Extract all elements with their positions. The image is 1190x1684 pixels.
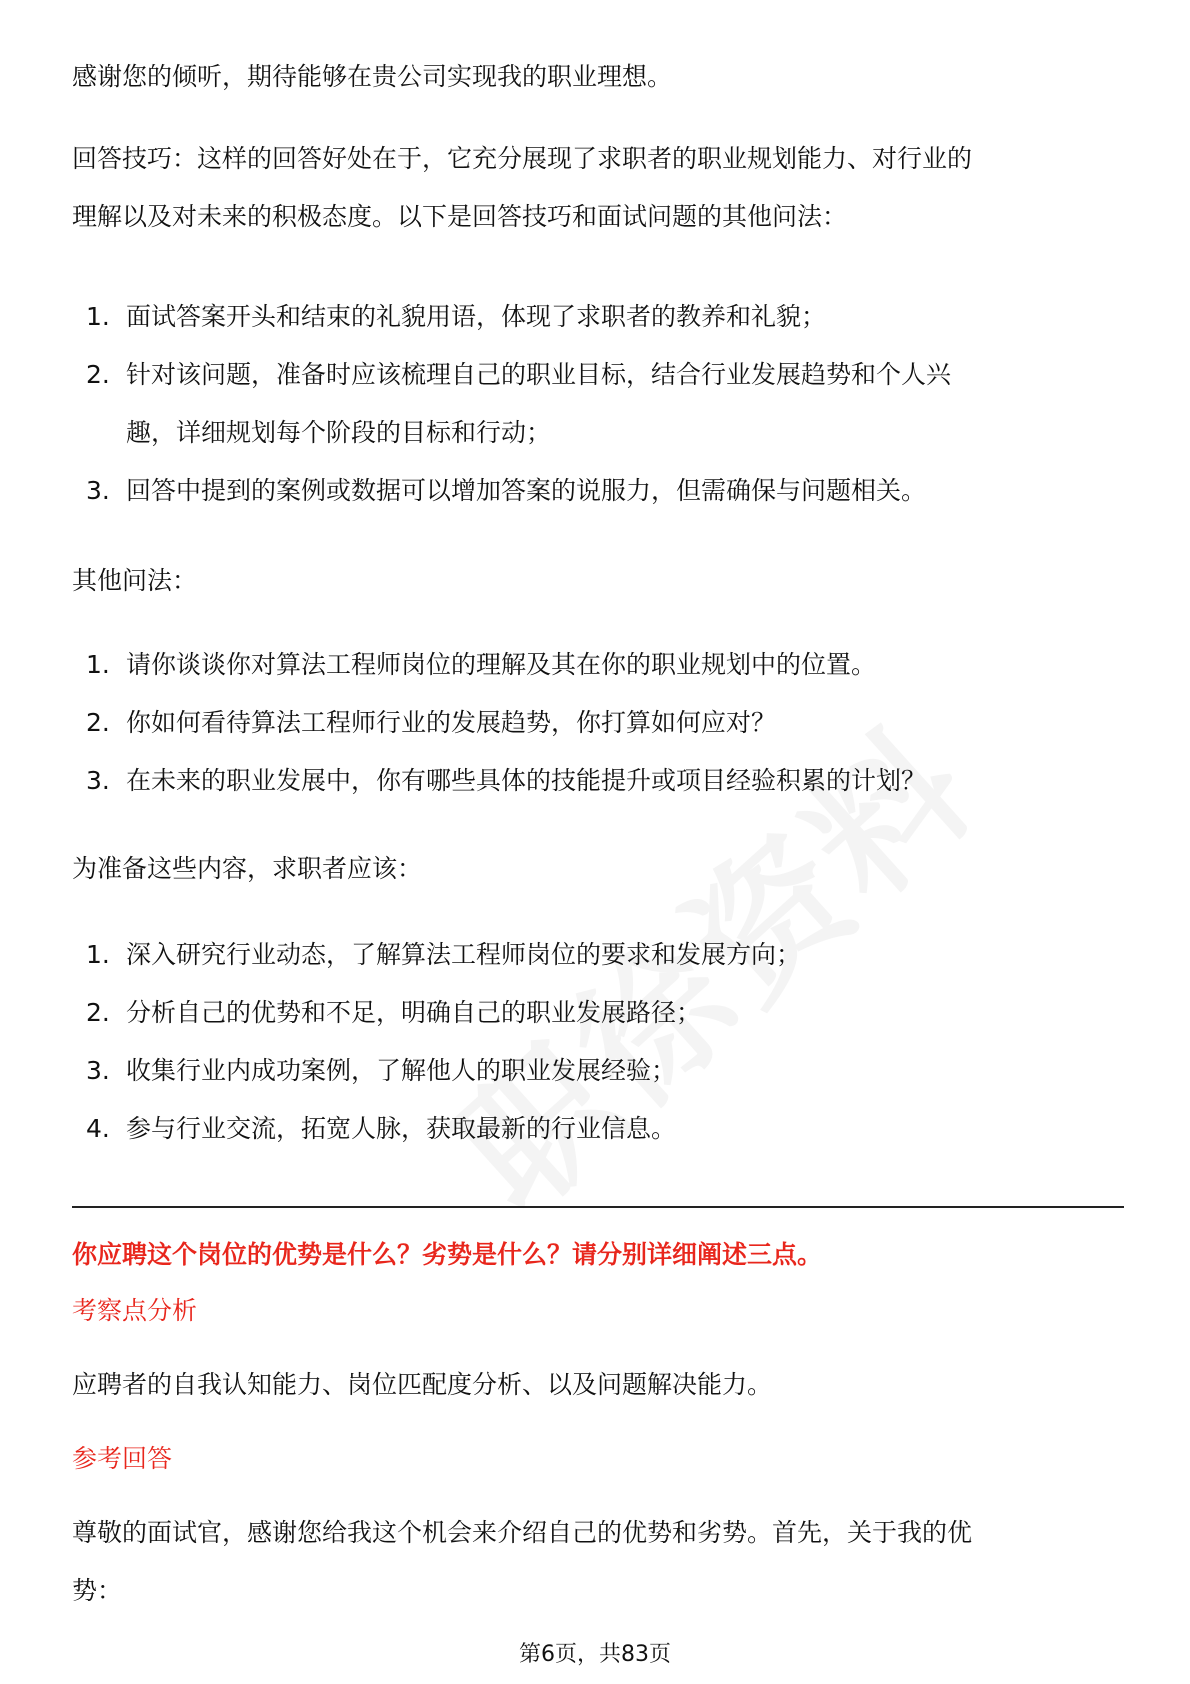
analysis-text: 应聘者的自我认知能力、岗位匹配度分析、以及问题解决能力。 xyxy=(72,1370,773,1399)
closing-line: 感谢您的倾听，期待能够在贵公司实现我的职业理想。 xyxy=(72,62,673,91)
preparation-heading: 为准备这些内容，求职者应该： xyxy=(72,854,423,883)
list-text: 回答中提到的案例或数据可以增加答案的说服力，但需确保与问题相关。 xyxy=(126,476,927,505)
list-text: 参与行业交流，拓宽人脉，获取最新的行业信息。 xyxy=(126,1114,677,1143)
answer-line-2: 势： xyxy=(72,1576,123,1605)
list-text: 趣，详细规划每个阶段的目标和行动； xyxy=(126,418,552,447)
tips-paragraph-line-2: 理解以及对未来的积极态度。以下是回答技巧和面试问题的其他问法： xyxy=(72,202,848,231)
list-number: 3. xyxy=(86,476,110,505)
analysis-heading: 考察点分析 xyxy=(72,1296,198,1325)
list-number: 4. xyxy=(86,1114,110,1143)
list-number: 2. xyxy=(86,360,110,389)
list-text: 你如何看待算法工程师行业的发展趋势，你打算如何应对？ xyxy=(126,708,777,737)
section-divider xyxy=(72,1206,1124,1208)
list-number: 1. xyxy=(86,302,110,331)
reference-answer-heading: 参考回答 xyxy=(72,1444,173,1473)
list-number: 1. xyxy=(86,940,110,969)
list-text: 请你谈谈你对算法工程师岗位的理解及其在你的职业规划中的位置。 xyxy=(126,650,877,679)
list-text: 面试答案开头和结束的礼貌用语，体现了求职者的教养和礼貌； xyxy=(126,302,827,331)
tips-paragraph-line-1: 回答技巧：这样的回答好处在于，它充分展现了求职者的职业规划能力、对行业的 xyxy=(72,144,973,173)
list-text: 针对该问题，准备时应该梳理自己的职业目标，结合行业发展趋势和个人兴 xyxy=(126,360,952,389)
list-text: 收集行业内成功案例，了解他人的职业发展经验； xyxy=(126,1056,677,1085)
list-text: 在未来的职业发展中，你有哪些具体的技能提升或项目经验积累的计划？ xyxy=(126,766,927,795)
answer-line-1: 尊敬的面试官，感谢您给我这个机会来介绍自己的优势和劣势。首先，关于我的优 xyxy=(72,1518,973,1547)
list-text: 深入研究行业动态，了解算法工程师岗位的要求和发展方向； xyxy=(126,940,802,969)
list-number: 1. xyxy=(86,650,110,679)
page-number-footer: 第6页，共83页 xyxy=(519,1642,671,1667)
list-number: 3. xyxy=(86,766,110,795)
list-number: 3. xyxy=(86,1056,110,1085)
list-number: 2. xyxy=(86,708,110,737)
interview-question: 你应聘这个岗位的优势是什么？劣势是什么？请分别详细阐述三点。 xyxy=(72,1240,823,1269)
list-number: 2. xyxy=(86,998,110,1027)
list-text: 分析自己的优势和不足，明确自己的职业发展路径； xyxy=(126,998,702,1027)
other-questions-heading: 其他问法： xyxy=(72,566,198,595)
